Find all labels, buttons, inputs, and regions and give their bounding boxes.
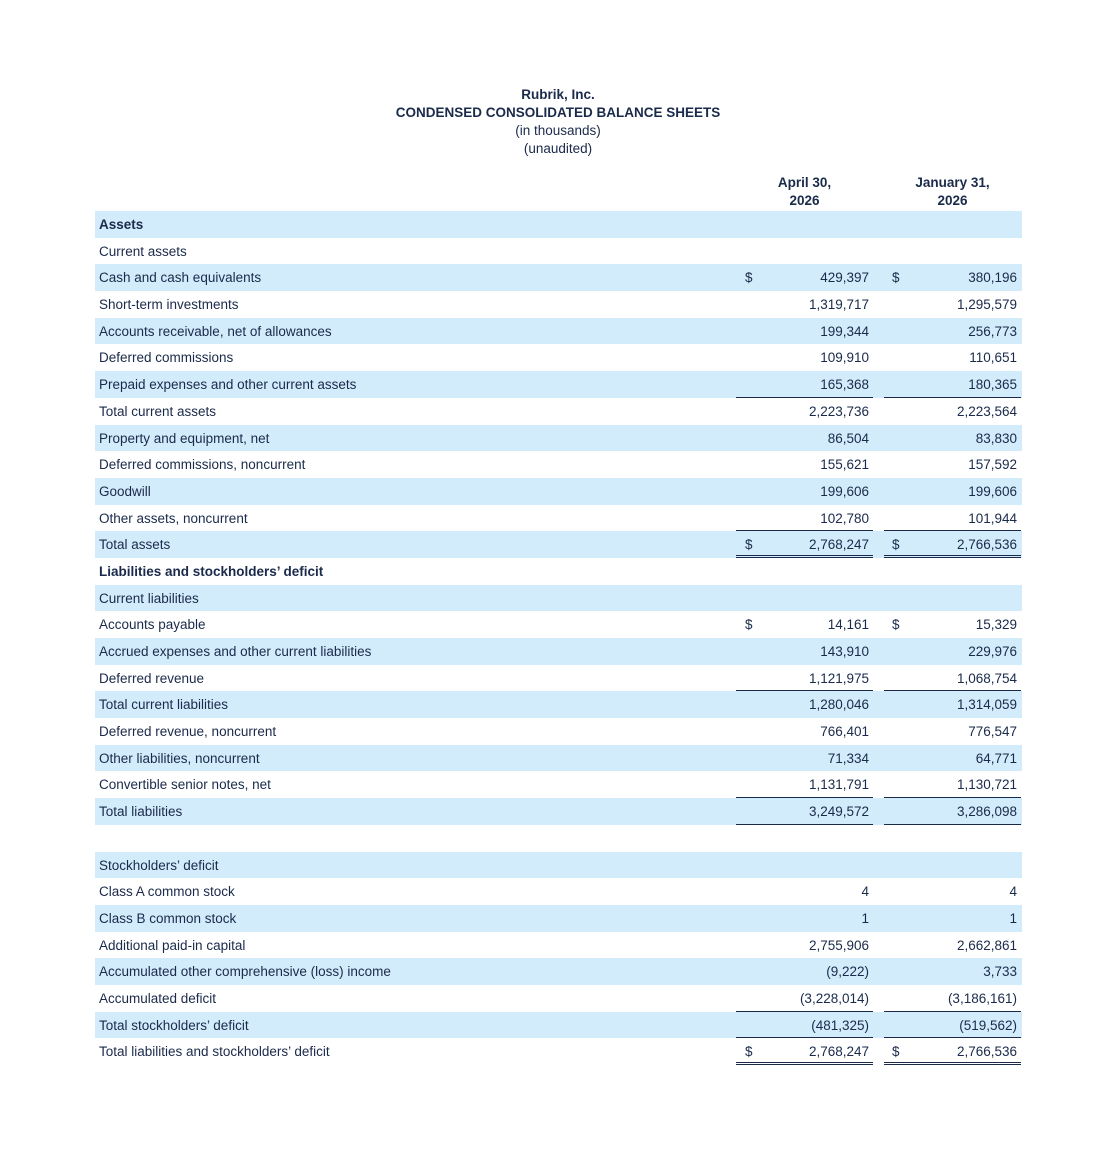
row-label: Total current liabilities: [99, 697, 229, 713]
value-january: 1,068,754: [956, 670, 1017, 686]
row-label: Cash and cash equivalents: [99, 270, 262, 286]
value-april-cell: [736, 318, 873, 345]
value-january-cell: [884, 771, 1021, 798]
table-row: [95, 1038, 1022, 1065]
row-label: Deferred commissions, noncurrent: [99, 457, 306, 473]
value-april-cell: [736, 878, 873, 905]
table-row: [95, 771, 1022, 798]
value-april-cell: [736, 344, 873, 371]
value-april-cell: [736, 371, 873, 398]
table-row: [95, 638, 1022, 665]
value-january: 2,662,861: [956, 937, 1017, 953]
row-label: Current liabilities: [99, 590, 199, 606]
row-label: Additional paid-in capital: [99, 937, 246, 953]
table-row: [95, 478, 1022, 505]
value-april-cell: [736, 478, 873, 505]
value-april-cell: [736, 398, 873, 425]
value-january: 1,314,059: [956, 697, 1017, 713]
value-january-cell: [884, 291, 1021, 318]
value-january-cell: [884, 878, 1021, 905]
value-april: 429,397: [820, 270, 869, 286]
column-header-january-line1: January 31,: [915, 175, 990, 190]
units-note: (in thousands): [515, 123, 601, 138]
value-april: 143,910: [820, 644, 869, 659]
dollar-sign: $: [892, 270, 900, 286]
row-label: Total stockholders’ deficit: [99, 1017, 249, 1033]
table-row: [95, 905, 1022, 932]
value-january-cell: [884, 611, 1021, 638]
value-january: 3,733: [983, 964, 1017, 980]
value-april: 14,161: [827, 617, 869, 633]
value-april-cell: [736, 638, 873, 665]
column-header-april-line1: April 30,: [777, 175, 832, 190]
value-april-cell: [736, 238, 873, 265]
row-label: Deferred revenue: [99, 670, 205, 686]
table-row: [95, 1012, 1022, 1039]
value-january-cell: [884, 211, 1021, 238]
table-row: [95, 958, 1022, 985]
value-january-cell: [884, 1012, 1021, 1039]
column-header-january: [884, 174, 1021, 212]
value-january-cell: [884, 238, 1021, 265]
value-april: 109,910: [820, 350, 869, 366]
statement-header: [0, 86, 1116, 158]
value-january: 4: [1009, 884, 1017, 900]
value-january: 2,766,536: [956, 537, 1017, 553]
row-label: Accumulated deficit: [99, 990, 217, 1006]
value-january-cell: [884, 451, 1021, 478]
table-row: [95, 558, 1022, 585]
value-january-cell: [884, 985, 1021, 1012]
table-row: [95, 718, 1022, 745]
dollar-sign: $: [892, 617, 900, 633]
value-april-cell: [736, 505, 873, 532]
balance-sheet-table: [95, 211, 1022, 1065]
value-april-cell: [736, 211, 873, 238]
row-label: Deferred revenue, noncurrent: [99, 724, 277, 740]
value-april: 766,401: [820, 724, 869, 740]
value-april-cell: [736, 932, 873, 959]
value-april-cell: [736, 905, 873, 932]
value-january: 2,766,536: [956, 1044, 1017, 1060]
value-april: 155,621: [820, 457, 869, 473]
table-row: [95, 878, 1022, 905]
table-row: [95, 318, 1022, 345]
row-label: Prepaid expenses and other current assets: [99, 377, 357, 393]
row-label: Other assets, noncurrent: [99, 510, 248, 526]
value-april-cell: [736, 665, 873, 692]
dollar-sign: $: [745, 1044, 753, 1060]
row-label: Convertible senior notes, net: [99, 777, 271, 793]
value-january-cell: [884, 264, 1021, 291]
value-january-cell: [884, 478, 1021, 505]
table-row: [95, 691, 1022, 718]
value-april: 4: [861, 884, 869, 900]
value-april-cell: [736, 425, 873, 452]
value-april-cell: [736, 958, 873, 985]
table-row: [95, 798, 1022, 825]
value-january: 157,592: [968, 457, 1017, 473]
value-january: 3,286,098: [956, 804, 1017, 820]
audit-note: (unaudited): [523, 141, 593, 156]
value-january-cell: [884, 825, 1021, 852]
value-april-cell: [736, 745, 873, 772]
value-april: 1: [861, 910, 869, 926]
table-row: [95, 825, 1022, 852]
value-april-cell: [736, 585, 873, 612]
value-april-cell: [736, 558, 873, 585]
table-row: [95, 238, 1022, 265]
row-label: Short-term investments: [99, 297, 239, 313]
value-january: 229,976: [968, 644, 1017, 659]
value-april: (3,228,014): [799, 990, 869, 1006]
value-april: 102,780: [820, 510, 869, 526]
value-january-cell: [884, 638, 1021, 665]
row-label: Total liabilities: [99, 804, 183, 820]
table-row: [95, 211, 1022, 238]
dollar-sign: $: [892, 1044, 900, 1060]
row-label: Goodwill: [99, 483, 151, 499]
value-january-cell: [884, 1038, 1021, 1065]
value-january-cell: [884, 745, 1021, 772]
row-label: Total current assets: [99, 403, 217, 419]
table-row: [95, 531, 1022, 558]
value-april-cell: [736, 691, 873, 718]
table-row: [95, 611, 1022, 638]
row-label: Current assets: [99, 243, 187, 259]
table-row: [95, 425, 1022, 452]
dollar-sign: $: [745, 537, 753, 553]
value-january-cell: [884, 505, 1021, 532]
value-april-cell: [736, 798, 873, 825]
value-april-cell: [736, 1038, 873, 1065]
value-january-cell: [884, 398, 1021, 425]
value-april: 2,755,906: [808, 937, 869, 953]
table-row: [95, 398, 1022, 425]
value-april: 71,334: [827, 750, 869, 766]
dollar-sign: $: [745, 270, 753, 286]
value-january-cell: [884, 718, 1021, 745]
value-january: 2,223,564: [956, 403, 1017, 419]
row-label: Class B common stock: [99, 910, 237, 926]
table-row: [95, 745, 1022, 772]
row-label: Stockholders’ deficit: [99, 857, 219, 873]
row-label: Deferred commissions: [99, 350, 234, 366]
value-january: 15,329: [975, 617, 1017, 633]
dollar-sign: $: [892, 537, 900, 553]
row-label: Class A common stock: [99, 884, 235, 900]
value-april: 1,280,046: [808, 697, 869, 713]
value-january: 199,606: [968, 483, 1017, 499]
value-january: 64,771: [975, 750, 1017, 766]
value-january-cell: [884, 905, 1021, 932]
value-january: 110,651: [969, 350, 1017, 366]
table-row: [95, 585, 1022, 612]
table-row: [95, 985, 1022, 1012]
row-label: Accounts receivable, net of allowances: [99, 323, 332, 339]
table-row: [95, 852, 1022, 879]
column-header-april-line2: 2026: [789, 193, 820, 208]
value-january: 83,830: [975, 430, 1017, 446]
table-row: [95, 344, 1022, 371]
value-april: 3,249,572: [808, 804, 869, 820]
value-january: 180,365: [968, 377, 1017, 393]
value-january-cell: [884, 558, 1021, 585]
row-label: Liabilities and stockholders’ deficit: [99, 563, 324, 579]
table-row: [95, 291, 1022, 318]
value-january-cell: [884, 798, 1021, 825]
table-row: [95, 451, 1022, 478]
value-april: 86,504: [827, 430, 869, 446]
value-april-cell: [736, 825, 873, 852]
company-name: Rubrik, Inc.: [521, 87, 595, 102]
row-label: Accounts payable: [99, 617, 206, 633]
table-row: [95, 371, 1022, 398]
row-label: Accrued expenses and other current liabilities: [99, 644, 372, 659]
row-label: Assets: [99, 217, 144, 232]
value-april-cell: [736, 852, 873, 879]
table-row: [95, 505, 1022, 532]
value-april: 199,606: [820, 483, 869, 499]
value-april-cell: [736, 451, 873, 478]
value-april-cell: [736, 291, 873, 318]
value-april: 2,223,736: [808, 403, 869, 419]
value-april: 165,368: [820, 377, 869, 393]
value-april: 1,319,717: [808, 297, 869, 313]
value-april: 1,131,791: [808, 777, 869, 793]
value-january-cell: [884, 318, 1021, 345]
value-april-cell: [736, 1012, 873, 1039]
row-label: Other liabilities, noncurrent: [99, 750, 260, 766]
table-row: [95, 665, 1022, 692]
value-january-cell: [884, 852, 1021, 879]
column-header-january-line2: 2026: [937, 193, 968, 208]
value-january: (3,186,161): [947, 990, 1017, 1006]
table-row: [95, 264, 1022, 291]
value-april-cell: [736, 771, 873, 798]
value-january-cell: [884, 344, 1021, 371]
dollar-sign: $: [745, 617, 753, 633]
value-january: 256,773: [968, 323, 1017, 339]
row-label: Accumulated other comprehensive (loss) income: [99, 964, 391, 980]
value-april: 2,768,247: [808, 537, 869, 553]
column-header-april: [736, 174, 873, 212]
value-april-cell: [736, 264, 873, 291]
value-january-cell: [884, 665, 1021, 692]
value-april: 199,344: [820, 323, 869, 339]
value-january-cell: [884, 425, 1021, 452]
value-january-cell: [884, 958, 1021, 985]
value-april-cell: [736, 718, 873, 745]
value-april: (9,222): [826, 964, 869, 980]
row-label: Property and equipment, net: [99, 430, 270, 446]
value-april: 2,768,247: [808, 1044, 869, 1060]
value-april-cell: [736, 611, 873, 638]
value-january-cell: [884, 932, 1021, 959]
row-label: Total assets: [99, 537, 171, 553]
value-january-cell: [884, 531, 1021, 558]
value-january-cell: [884, 371, 1021, 398]
value-april-cell: [736, 531, 873, 558]
value-january-cell: [884, 585, 1021, 612]
value-january: 1,130,721: [956, 777, 1017, 793]
value-april: 1,121,975: [808, 670, 869, 686]
value-january: (519,562): [959, 1017, 1017, 1033]
value-january: 776,547: [968, 724, 1017, 740]
value-april: (481,325): [811, 1017, 869, 1033]
row-label: Total liabilities and stockholders’ deficit: [99, 1044, 330, 1060]
statement-title: CONDENSED CONSOLIDATED BALANCE SHEETS: [395, 105, 721, 120]
value-january: 1,295,579: [956, 297, 1017, 313]
value-april-cell: [736, 985, 873, 1012]
value-january: 1: [1009, 910, 1017, 926]
value-january: 380,196: [968, 270, 1017, 286]
value-january-cell: [884, 691, 1021, 718]
table-row: [95, 932, 1022, 959]
value-january: 101,944: [968, 510, 1017, 526]
